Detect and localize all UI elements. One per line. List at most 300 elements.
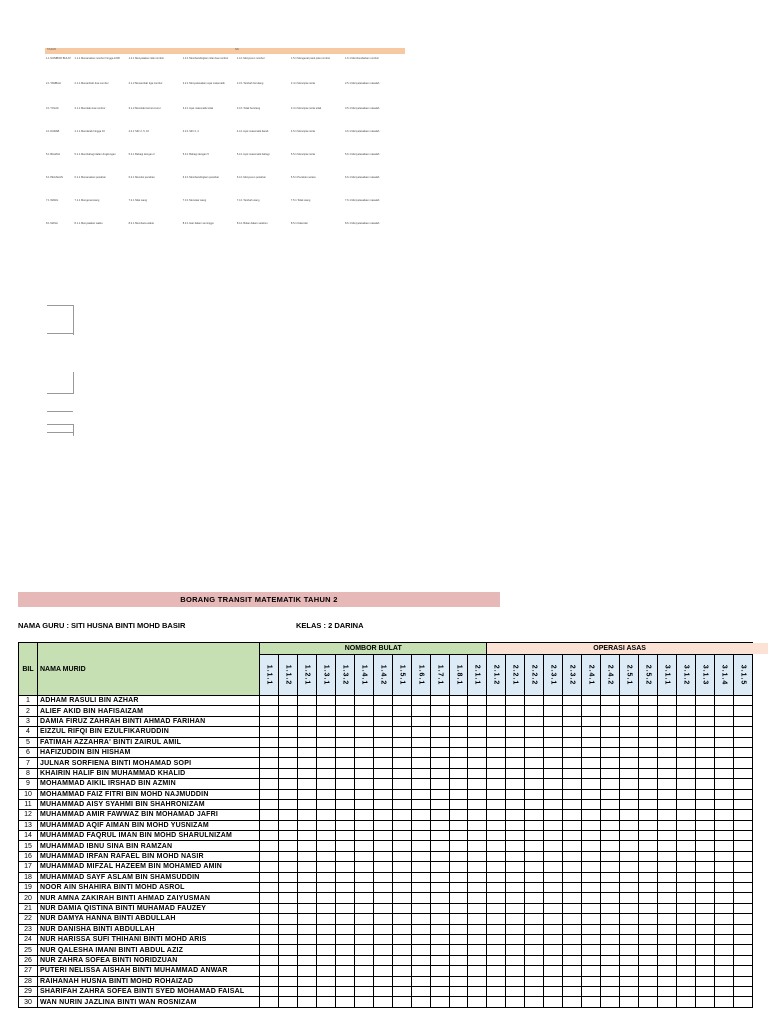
mastery-cell[interactable] <box>506 758 525 768</box>
mastery-cell[interactable] <box>733 883 752 893</box>
mastery-cell[interactable] <box>639 924 658 934</box>
mastery-cell[interactable] <box>487 841 506 851</box>
mastery-cell[interactable] <box>525 986 544 996</box>
mastery-cell[interactable] <box>316 789 335 799</box>
mastery-cell[interactable] <box>278 966 297 976</box>
mastery-cell[interactable] <box>373 924 392 934</box>
mastery-cell[interactable] <box>449 831 468 841</box>
mastery-cell[interactable] <box>449 976 468 986</box>
mastery-cell[interactable] <box>714 789 733 799</box>
mastery-cell[interactable] <box>676 997 695 1007</box>
mastery-cell[interactable] <box>676 727 695 737</box>
mastery-cell[interactable] <box>430 716 449 726</box>
mastery-cell[interactable] <box>316 924 335 934</box>
mastery-cell[interactable] <box>714 810 733 820</box>
mastery-cell[interactable] <box>278 747 297 757</box>
mastery-cell[interactable] <box>695 810 714 820</box>
mastery-cell[interactable] <box>260 862 279 872</box>
mastery-cell[interactable] <box>411 872 430 882</box>
mastery-cell[interactable] <box>601 789 620 799</box>
mastery-cell[interactable] <box>316 696 335 706</box>
mastery-cell[interactable] <box>695 799 714 809</box>
mastery-cell[interactable] <box>297 768 316 778</box>
mastery-cell[interactable] <box>695 903 714 913</box>
mastery-cell[interactable] <box>563 883 582 893</box>
mastery-cell[interactable] <box>354 706 373 716</box>
mastery-cell[interactable] <box>278 831 297 841</box>
mastery-cell[interactable] <box>582 955 601 965</box>
mastery-cell[interactable] <box>430 955 449 965</box>
mastery-cell[interactable] <box>582 716 601 726</box>
mastery-cell[interactable] <box>506 737 525 747</box>
mastery-cell[interactable] <box>411 893 430 903</box>
mastery-cell[interactable] <box>449 862 468 872</box>
mastery-cell[interactable] <box>487 779 506 789</box>
mastery-cell[interactable] <box>487 883 506 893</box>
mastery-cell[interactable] <box>733 810 752 820</box>
mastery-cell[interactable] <box>695 706 714 716</box>
mastery-cell[interactable] <box>335 924 354 934</box>
mastery-cell[interactable] <box>695 768 714 778</box>
mastery-cell[interactable] <box>676 862 695 872</box>
mastery-cell[interactable] <box>260 893 279 903</box>
mastery-cell[interactable] <box>676 810 695 820</box>
mastery-cell[interactable] <box>506 924 525 934</box>
mastery-cell[interactable] <box>278 914 297 924</box>
mastery-cell[interactable] <box>601 966 620 976</box>
mastery-cell[interactable] <box>676 820 695 830</box>
mastery-cell[interactable] <box>525 883 544 893</box>
mastery-cell[interactable] <box>620 810 639 820</box>
mastery-cell[interactable] <box>695 727 714 737</box>
mastery-cell[interactable] <box>639 955 658 965</box>
mastery-cell[interactable] <box>620 747 639 757</box>
mastery-cell[interactable] <box>695 820 714 830</box>
mastery-cell[interactable] <box>714 841 733 851</box>
mastery-cell[interactable] <box>297 903 316 913</box>
mastery-cell[interactable] <box>468 934 487 944</box>
mastery-cell[interactable] <box>733 945 752 955</box>
mastery-cell[interactable] <box>582 758 601 768</box>
mastery-cell[interactable] <box>335 934 354 944</box>
mastery-cell[interactable] <box>260 841 279 851</box>
mastery-cell[interactable] <box>335 810 354 820</box>
mastery-cell[interactable] <box>563 893 582 903</box>
mastery-cell[interactable] <box>714 883 733 893</box>
mastery-cell[interactable] <box>297 997 316 1007</box>
mastery-cell[interactable] <box>620 831 639 841</box>
mastery-cell[interactable] <box>430 696 449 706</box>
mastery-cell[interactable] <box>620 841 639 851</box>
mastery-cell[interactable] <box>639 831 658 841</box>
mastery-cell[interactable] <box>695 737 714 747</box>
mastery-cell[interactable] <box>733 789 752 799</box>
mastery-cell[interactable] <box>676 768 695 778</box>
mastery-cell[interactable] <box>695 883 714 893</box>
mastery-cell[interactable] <box>392 789 411 799</box>
mastery-cell[interactable] <box>506 820 525 830</box>
mastery-cell[interactable] <box>658 799 677 809</box>
mastery-cell[interactable] <box>563 758 582 768</box>
mastery-cell[interactable] <box>582 914 601 924</box>
mastery-cell[interactable] <box>639 820 658 830</box>
mastery-cell[interactable] <box>373 831 392 841</box>
mastery-cell[interactable] <box>695 862 714 872</box>
mastery-cell[interactable] <box>354 768 373 778</box>
mastery-cell[interactable] <box>373 706 392 716</box>
mastery-cell[interactable] <box>639 758 658 768</box>
mastery-cell[interactable] <box>506 768 525 778</box>
mastery-cell[interactable] <box>676 914 695 924</box>
mastery-cell[interactable] <box>695 841 714 851</box>
mastery-cell[interactable] <box>449 820 468 830</box>
mastery-cell[interactable] <box>297 820 316 830</box>
mastery-cell[interactable] <box>714 997 733 1007</box>
mastery-cell[interactable] <box>733 841 752 851</box>
mastery-cell[interactable] <box>733 924 752 934</box>
mastery-cell[interactable] <box>487 706 506 716</box>
mastery-cell[interactable] <box>544 799 563 809</box>
mastery-cell[interactable] <box>506 903 525 913</box>
mastery-cell[interactable] <box>468 831 487 841</box>
mastery-cell[interactable] <box>316 872 335 882</box>
mastery-cell[interactable] <box>714 758 733 768</box>
mastery-cell[interactable] <box>373 914 392 924</box>
mastery-cell[interactable] <box>354 747 373 757</box>
mastery-cell[interactable] <box>297 945 316 955</box>
mastery-cell[interactable] <box>392 997 411 1007</box>
mastery-cell[interactable] <box>658 883 677 893</box>
mastery-cell[interactable] <box>411 716 430 726</box>
mastery-cell[interactable] <box>411 696 430 706</box>
mastery-cell[interactable] <box>430 934 449 944</box>
mastery-cell[interactable] <box>658 934 677 944</box>
mastery-cell[interactable] <box>544 883 563 893</box>
mastery-cell[interactable] <box>335 820 354 830</box>
mastery-cell[interactable] <box>582 706 601 716</box>
mastery-cell[interactable] <box>733 955 752 965</box>
mastery-cell[interactable] <box>695 976 714 986</box>
mastery-cell[interactable] <box>316 934 335 944</box>
mastery-cell[interactable] <box>714 799 733 809</box>
mastery-cell[interactable] <box>639 976 658 986</box>
mastery-cell[interactable] <box>297 976 316 986</box>
mastery-cell[interactable] <box>506 893 525 903</box>
mastery-cell[interactable] <box>260 779 279 789</box>
mastery-cell[interactable] <box>620 872 639 882</box>
mastery-cell[interactable] <box>658 862 677 872</box>
mastery-cell[interactable] <box>373 862 392 872</box>
mastery-cell[interactable] <box>373 966 392 976</box>
mastery-cell[interactable] <box>297 706 316 716</box>
mastery-cell[interactable] <box>544 851 563 861</box>
mastery-cell[interactable] <box>335 976 354 986</box>
mastery-cell[interactable] <box>278 768 297 778</box>
mastery-cell[interactable] <box>563 779 582 789</box>
mastery-cell[interactable] <box>316 768 335 778</box>
mastery-cell[interactable] <box>525 924 544 934</box>
mastery-cell[interactable] <box>449 841 468 851</box>
mastery-cell[interactable] <box>260 997 279 1007</box>
mastery-cell[interactable] <box>733 966 752 976</box>
mastery-cell[interactable] <box>468 706 487 716</box>
mastery-cell[interactable] <box>373 768 392 778</box>
mastery-cell[interactable] <box>525 820 544 830</box>
mastery-cell[interactable] <box>392 966 411 976</box>
mastery-cell[interactable] <box>506 976 525 986</box>
mastery-cell[interactable] <box>411 831 430 841</box>
mastery-cell[interactable] <box>354 976 373 986</box>
mastery-cell[interactable] <box>297 986 316 996</box>
mastery-cell[interactable] <box>714 862 733 872</box>
mastery-cell[interactable] <box>468 810 487 820</box>
mastery-cell[interactable] <box>335 914 354 924</box>
mastery-cell[interactable] <box>373 893 392 903</box>
mastery-cell[interactable] <box>373 841 392 851</box>
mastery-cell[interactable] <box>411 841 430 851</box>
mastery-cell[interactable] <box>563 841 582 851</box>
mastery-cell[interactable] <box>278 893 297 903</box>
mastery-cell[interactable] <box>411 986 430 996</box>
mastery-cell[interactable] <box>563 872 582 882</box>
mastery-cell[interactable] <box>620 737 639 747</box>
mastery-cell[interactable] <box>582 841 601 851</box>
mastery-cell[interactable] <box>714 696 733 706</box>
mastery-cell[interactable] <box>260 716 279 726</box>
mastery-cell[interactable] <box>354 820 373 830</box>
mastery-cell[interactable] <box>525 810 544 820</box>
mastery-cell[interactable] <box>468 789 487 799</box>
mastery-cell[interactable] <box>468 893 487 903</box>
mastery-cell[interactable] <box>506 696 525 706</box>
mastery-cell[interactable] <box>278 934 297 944</box>
mastery-cell[interactable] <box>714 986 733 996</box>
mastery-cell[interactable] <box>468 883 487 893</box>
mastery-cell[interactable] <box>525 997 544 1007</box>
mastery-cell[interactable] <box>563 831 582 841</box>
mastery-cell[interactable] <box>733 903 752 913</box>
mastery-cell[interactable] <box>620 696 639 706</box>
mastery-cell[interactable] <box>487 862 506 872</box>
mastery-cell[interactable] <box>658 893 677 903</box>
mastery-cell[interactable] <box>582 737 601 747</box>
mastery-cell[interactable] <box>260 976 279 986</box>
mastery-cell[interactable] <box>676 955 695 965</box>
mastery-cell[interactable] <box>639 893 658 903</box>
mastery-cell[interactable] <box>392 893 411 903</box>
mastery-cell[interactable] <box>733 851 752 861</box>
mastery-cell[interactable] <box>676 841 695 851</box>
mastery-cell[interactable] <box>449 747 468 757</box>
mastery-cell[interactable] <box>487 872 506 882</box>
mastery-cell[interactable] <box>430 851 449 861</box>
mastery-cell[interactable] <box>620 727 639 737</box>
mastery-cell[interactable] <box>430 976 449 986</box>
mastery-cell[interactable] <box>601 976 620 986</box>
mastery-cell[interactable] <box>430 883 449 893</box>
mastery-cell[interactable] <box>658 966 677 976</box>
mastery-cell[interactable] <box>714 872 733 882</box>
mastery-cell[interactable] <box>278 997 297 1007</box>
mastery-cell[interactable] <box>487 810 506 820</box>
mastery-cell[interactable] <box>430 758 449 768</box>
mastery-cell[interactable] <box>316 831 335 841</box>
mastery-cell[interactable] <box>695 716 714 726</box>
mastery-cell[interactable] <box>733 862 752 872</box>
mastery-cell[interactable] <box>563 934 582 944</box>
mastery-cell[interactable] <box>373 789 392 799</box>
mastery-cell[interactable] <box>582 934 601 944</box>
mastery-cell[interactable] <box>582 924 601 934</box>
mastery-cell[interactable] <box>468 737 487 747</box>
mastery-cell[interactable] <box>544 737 563 747</box>
mastery-cell[interactable] <box>525 706 544 716</box>
mastery-cell[interactable] <box>620 924 639 934</box>
mastery-cell[interactable] <box>335 955 354 965</box>
mastery-cell[interactable] <box>430 737 449 747</box>
mastery-cell[interactable] <box>582 747 601 757</box>
mastery-cell[interactable] <box>601 934 620 944</box>
mastery-cell[interactable] <box>525 955 544 965</box>
mastery-cell[interactable] <box>601 914 620 924</box>
mastery-cell[interactable] <box>658 924 677 934</box>
mastery-cell[interactable] <box>544 831 563 841</box>
mastery-cell[interactable] <box>714 934 733 944</box>
mastery-cell[interactable] <box>601 955 620 965</box>
mastery-cell[interactable] <box>582 966 601 976</box>
mastery-cell[interactable] <box>392 820 411 830</box>
mastery-cell[interactable] <box>601 799 620 809</box>
mastery-cell[interactable] <box>620 820 639 830</box>
mastery-cell[interactable] <box>354 997 373 1007</box>
mastery-cell[interactable] <box>676 706 695 716</box>
mastery-cell[interactable] <box>278 903 297 913</box>
mastery-cell[interactable] <box>620 966 639 976</box>
mastery-cell[interactable] <box>563 810 582 820</box>
mastery-cell[interactable] <box>354 903 373 913</box>
mastery-cell[interactable] <box>506 934 525 944</box>
mastery-cell[interactable] <box>297 841 316 851</box>
mastery-cell[interactable] <box>411 955 430 965</box>
mastery-cell[interactable] <box>525 696 544 706</box>
mastery-cell[interactable] <box>430 893 449 903</box>
mastery-cell[interactable] <box>411 758 430 768</box>
mastery-cell[interactable] <box>639 841 658 851</box>
mastery-cell[interactable] <box>544 934 563 944</box>
mastery-cell[interactable] <box>714 903 733 913</box>
mastery-cell[interactable] <box>525 799 544 809</box>
mastery-cell[interactable] <box>260 696 279 706</box>
mastery-cell[interactable] <box>260 737 279 747</box>
mastery-cell[interactable] <box>601 696 620 706</box>
mastery-cell[interactable] <box>639 945 658 955</box>
mastery-cell[interactable] <box>639 727 658 737</box>
mastery-cell[interactable] <box>411 779 430 789</box>
mastery-cell[interactable] <box>297 789 316 799</box>
mastery-cell[interactable] <box>658 810 677 820</box>
mastery-cell[interactable] <box>563 820 582 830</box>
mastery-cell[interactable] <box>658 696 677 706</box>
mastery-cell[interactable] <box>544 768 563 778</box>
mastery-cell[interactable] <box>695 872 714 882</box>
mastery-cell[interactable] <box>582 862 601 872</box>
mastery-cell[interactable] <box>392 851 411 861</box>
mastery-cell[interactable] <box>544 955 563 965</box>
mastery-cell[interactable] <box>620 799 639 809</box>
mastery-cell[interactable] <box>487 976 506 986</box>
mastery-cell[interactable] <box>563 986 582 996</box>
mastery-cell[interactable] <box>563 903 582 913</box>
mastery-cell[interactable] <box>487 758 506 768</box>
mastery-cell[interactable] <box>733 737 752 747</box>
mastery-cell[interactable] <box>695 945 714 955</box>
mastery-cell[interactable] <box>525 862 544 872</box>
mastery-cell[interactable] <box>278 924 297 934</box>
mastery-cell[interactable] <box>278 758 297 768</box>
mastery-cell[interactable] <box>392 841 411 851</box>
mastery-cell[interactable] <box>260 914 279 924</box>
mastery-cell[interactable] <box>373 810 392 820</box>
mastery-cell[interactable] <box>544 727 563 737</box>
mastery-cell[interactable] <box>639 747 658 757</box>
mastery-cell[interactable] <box>525 779 544 789</box>
mastery-cell[interactable] <box>468 976 487 986</box>
mastery-cell[interactable] <box>544 966 563 976</box>
mastery-cell[interactable] <box>392 955 411 965</box>
mastery-cell[interactable] <box>468 914 487 924</box>
mastery-cell[interactable] <box>658 851 677 861</box>
mastery-cell[interactable] <box>354 986 373 996</box>
mastery-cell[interactable] <box>260 986 279 996</box>
mastery-cell[interactable] <box>449 706 468 716</box>
mastery-cell[interactable] <box>676 893 695 903</box>
mastery-cell[interactable] <box>601 862 620 872</box>
mastery-cell[interactable] <box>373 716 392 726</box>
mastery-cell[interactable] <box>676 851 695 861</box>
mastery-cell[interactable] <box>639 810 658 820</box>
mastery-cell[interactable] <box>411 997 430 1007</box>
mastery-cell[interactable] <box>506 851 525 861</box>
mastery-cell[interactable] <box>411 862 430 872</box>
mastery-cell[interactable] <box>260 789 279 799</box>
mastery-cell[interactable] <box>392 758 411 768</box>
mastery-cell[interactable] <box>525 716 544 726</box>
mastery-cell[interactable] <box>373 997 392 1007</box>
mastery-cell[interactable] <box>658 914 677 924</box>
mastery-cell[interactable] <box>411 799 430 809</box>
mastery-cell[interactable] <box>733 831 752 841</box>
mastery-cell[interactable] <box>335 851 354 861</box>
mastery-cell[interactable] <box>487 997 506 1007</box>
mastery-cell[interactable] <box>601 747 620 757</box>
mastery-cell[interactable] <box>733 779 752 789</box>
mastery-cell[interactable] <box>563 789 582 799</box>
mastery-cell[interactable] <box>430 768 449 778</box>
mastery-cell[interactable] <box>316 737 335 747</box>
mastery-cell[interactable] <box>601 872 620 882</box>
mastery-cell[interactable] <box>733 768 752 778</box>
mastery-cell[interactable] <box>335 779 354 789</box>
mastery-cell[interactable] <box>695 966 714 976</box>
mastery-cell[interactable] <box>316 747 335 757</box>
mastery-cell[interactable] <box>582 768 601 778</box>
mastery-cell[interactable] <box>563 924 582 934</box>
mastery-cell[interactable] <box>354 841 373 851</box>
mastery-cell[interactable] <box>620 914 639 924</box>
mastery-cell[interactable] <box>260 747 279 757</box>
mastery-cell[interactable] <box>430 914 449 924</box>
mastery-cell[interactable] <box>316 706 335 716</box>
